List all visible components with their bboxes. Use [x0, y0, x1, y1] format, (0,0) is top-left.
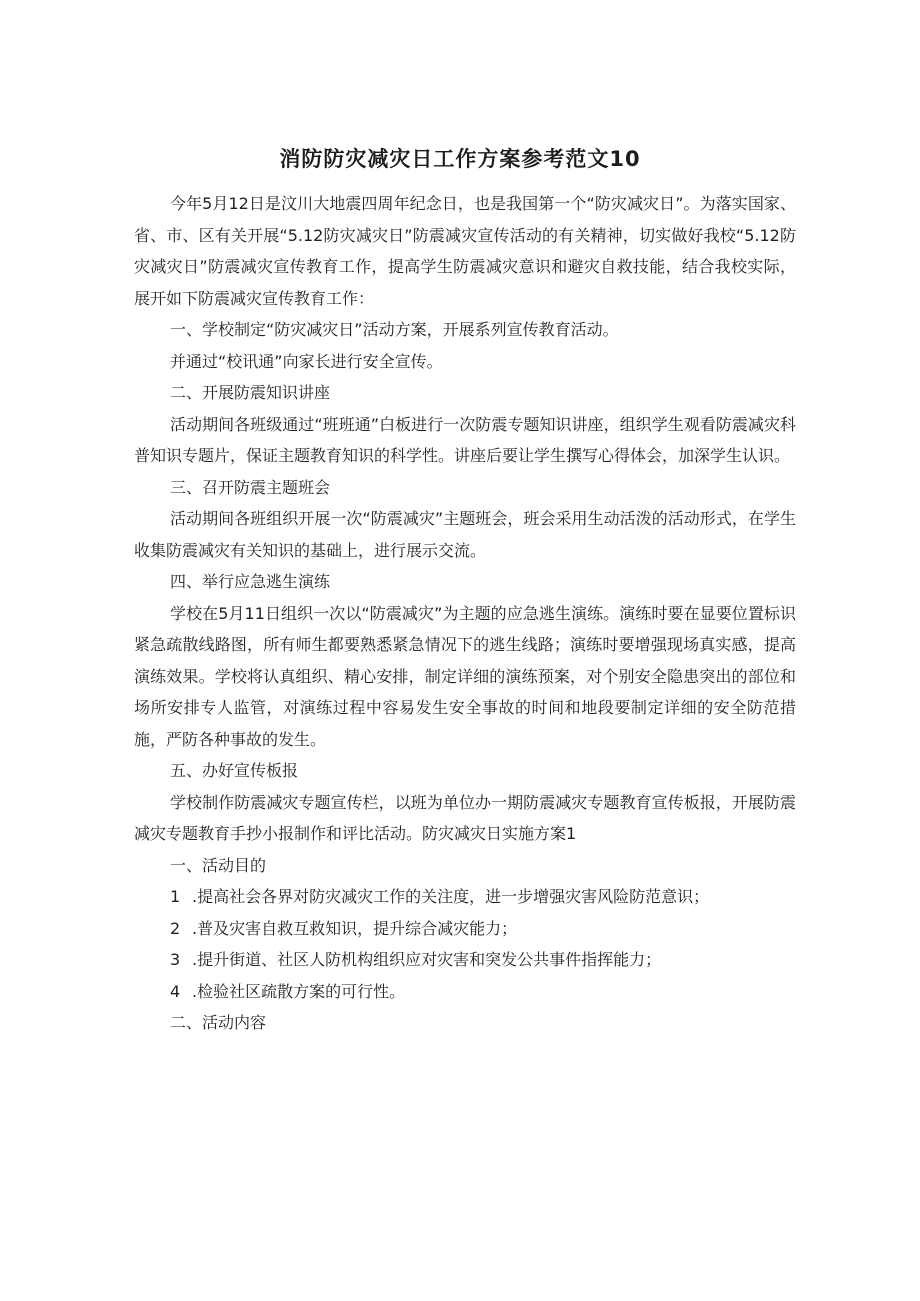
list-item	[134, 881, 796, 913]
list-item-text: .提高社会各界对防灾减灾工作的关注度，进一步增强灾害风险防范意识；	[192, 887, 710, 906]
section-3-heading: 三、召开防震主题班会	[170, 477, 331, 497]
content-heading: 二、活动内容	[170, 1013, 267, 1032]
section-5-body: 学校制作防震减灾专题宣传栏，以班为单位办一期防震减灾专题教育宣传板报，开展防震减灾专题教育手抄小报制作和评比活动。防灾减灾日实施方案1	[134, 792, 796, 843]
section-3-body: 活动期间各班组织开展一次“防震减灾”主题班会，班会采用生动活泼的活动形式，在学生收集防震减灾有关知识的基础上，进行展示交流。	[134, 509, 796, 560]
list-item-number: 4	[170, 981, 181, 1001]
document-body	[134, 188, 796, 1039]
intro-paragraph: 今年5月12日是汶川大地震四周年纪念日，也是我国第一个“防灾减灾日”。为落实国家、省、市、区有关开展“5.12防灾减灾日”防震减灾宣传活动的有关精神，切实做好我校“5.12防灾减灾日”防震减灾宣传教育工作，提高学生防震减灾意识和避灾自救技能，结合我校实际，展开如下防震减灾宣传教育工作：	[134, 194, 796, 308]
purpose-heading: 一、活动目的	[170, 855, 267, 875]
section-5-heading: 五、办好宣传板报	[170, 761, 299, 780]
list-item	[134, 976, 796, 1008]
list-item-text: .提升街道、社区人防机构组织应对灾害和突发公共事件指挥能力；	[192, 950, 662, 969]
section-4-heading: 四、举行应急逃生演练	[170, 572, 331, 591]
list-item-text: .检验社区疏散方案的可行性。	[192, 981, 406, 1001]
list-item-text: .普及灾害自救互救知识，提升综合减灾能力；	[192, 918, 518, 938]
list-item	[134, 913, 796, 945]
section-1-heading: 一、学校制定“防灾减灾日”活动方案，开展系列宣传教育活动。	[170, 320, 619, 339]
section-2-heading: 二、开展防震知识讲座	[170, 383, 331, 402]
list-item-number: 2	[170, 918, 181, 938]
list-item-number: 3	[170, 950, 181, 969]
list-item	[134, 944, 796, 976]
document-title: 消防防灾减灾日工作方案参考范文10	[279, 147, 641, 171]
section-2-body: 活动期间各班级通过“班班通”白板进行一次防震专题知识讲座，组织学生观看防震减灾科普知识专题片，保证主题教育知识的科学性。讲座后要让学生撰写心得体会，加深学生认识。	[134, 414, 796, 465]
list-item-number: 1	[170, 887, 181, 906]
section-4-body: 学校在5月11日组织一次以“防震减灾”为主题的应急逃生演练。演练时要在显要位置标识紧急疏散线路图，所有师生都要熟悉紧急情况下的逃生线路；演练时要增强现场真实感，提高演练效果。学校将认真组织、精心安排，制定详细的演练预案，对个别安全隐患突出的部位和场所安排专人监管，对演练过程中容易发生安全事故的时间和地段要制定详细的安全防范措施，严防各种事故的发生。	[134, 603, 796, 749]
section-1-body: 并通过“校讯通”向家长进行安全宣传。	[170, 351, 443, 371]
